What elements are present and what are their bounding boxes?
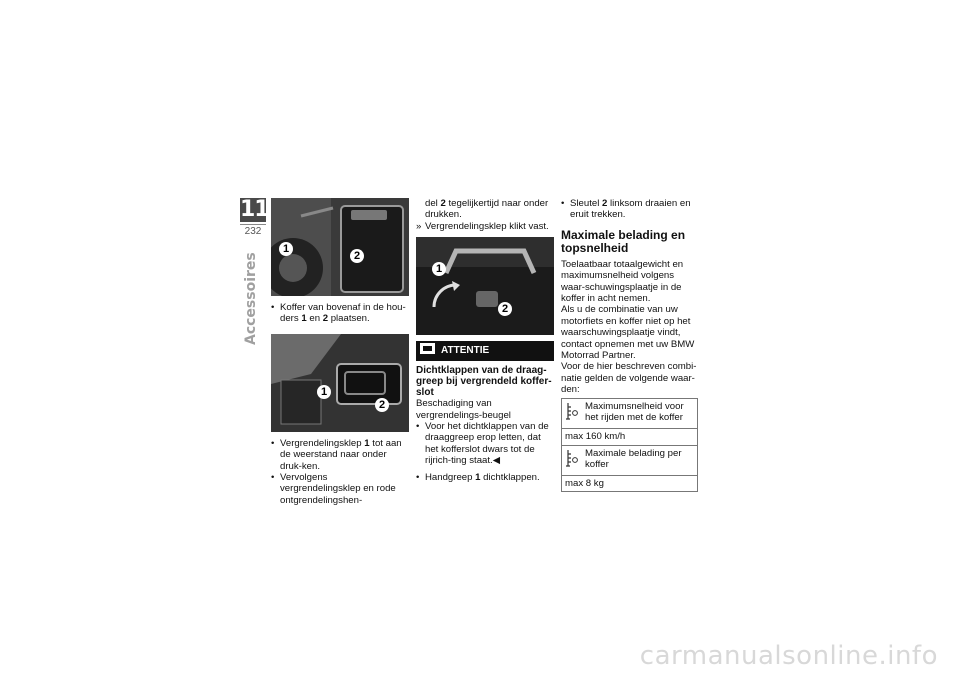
continued-text: del 2 tegelijkertijd naar onder drukken. [425,198,549,221]
table-row [562,398,698,428]
chapter-number: 11 [240,197,269,222]
table-row [562,445,698,475]
column-3 [561,198,699,492]
chapter-title: Accessoires [243,252,259,345]
attention-title: Dichtklappen van de draag-greep bij vergrendeld koffer-slot [416,365,552,399]
warning-sign-icon [420,343,435,354]
column-1 [271,198,409,506]
section-heading: Maximale belading en topsnelheid [561,227,686,255]
spec-value: max 160 km/h [562,429,698,445]
photo-handle-image [416,237,554,335]
chapter-tab [240,197,269,237]
list-item: • Voor het dichtklappen van de draaggreep erop letten, dat het kofferslot dwars tot de rijrich-ting staat.◀ [416,421,554,467]
spec-value: max 8 kg [562,475,698,491]
attention-banner: ATTENTIE [416,341,554,361]
photo-case-mounting [271,198,409,296]
callout-2: 2 [498,302,512,316]
speed-gauge-icon [565,401,579,426]
photo-locking-flap-image [271,334,409,432]
weight-gauge-icon [565,448,579,473]
spec-table [561,398,698,493]
list-item: • Sleutel 2 linksom draaien en eruit trekken. [561,198,699,221]
result-list [416,221,554,232]
attention-list [416,421,554,483]
paragraph-1: Toelaatbaar totaalgewicht en maximumsnelheid volgens waar-schuwingsplaatje in de koffer in acht nemen. [561,258,684,305]
attention-text: Beschadiging van vergrendelings-beugel [416,398,511,421]
photo-handle [416,237,554,335]
callout-1: 1 [317,385,331,399]
page-number: 232 [240,224,266,237]
instruction-list-2 [271,438,409,506]
list-item: • Vergrendelingsklep 1 tot aan de weerstand naar onder druk-ken. [271,438,409,472]
list-item: • Handgreep 1 dichtklappen. [416,472,554,483]
photo-locking-flap [271,334,409,432]
table-row [562,429,698,445]
instruction-list-1 [271,302,409,325]
list-item: • Vervolgens vergrendelingsklep en rode ontgrendelingshen- [271,472,409,506]
paragraph-2: Als u de combinatie van uw motorfiets en koffer niet op het waarschuwingsplaatje vindt, contact opnemen met uw BMW Motorrad Partner. [561,304,695,362]
callout-1: 1 [279,242,293,256]
callout-2: 2 [350,249,364,263]
spec-label: Maximale belading per koffer [585,447,682,470]
table-row [562,475,698,491]
list-item: • Koffer van bovenaf in de hou-ders 1 en 2 plaatsen. [271,302,409,325]
callout-2: 2 [375,398,389,412]
list-item: » Vergrendelingsklep klikt vast. [416,221,554,232]
column-2 [416,198,554,483]
paragraph-3: Voor de hier beschreven combi-natie gelden de volgende waar-den: [561,361,697,396]
callout-1: 1 [432,262,446,276]
watermark: carmanualsonline.info [639,641,938,671]
spec-label: Maximumsnelheid voor het rijden met de koffer [585,400,684,424]
instruction-list-3 [561,198,699,221]
